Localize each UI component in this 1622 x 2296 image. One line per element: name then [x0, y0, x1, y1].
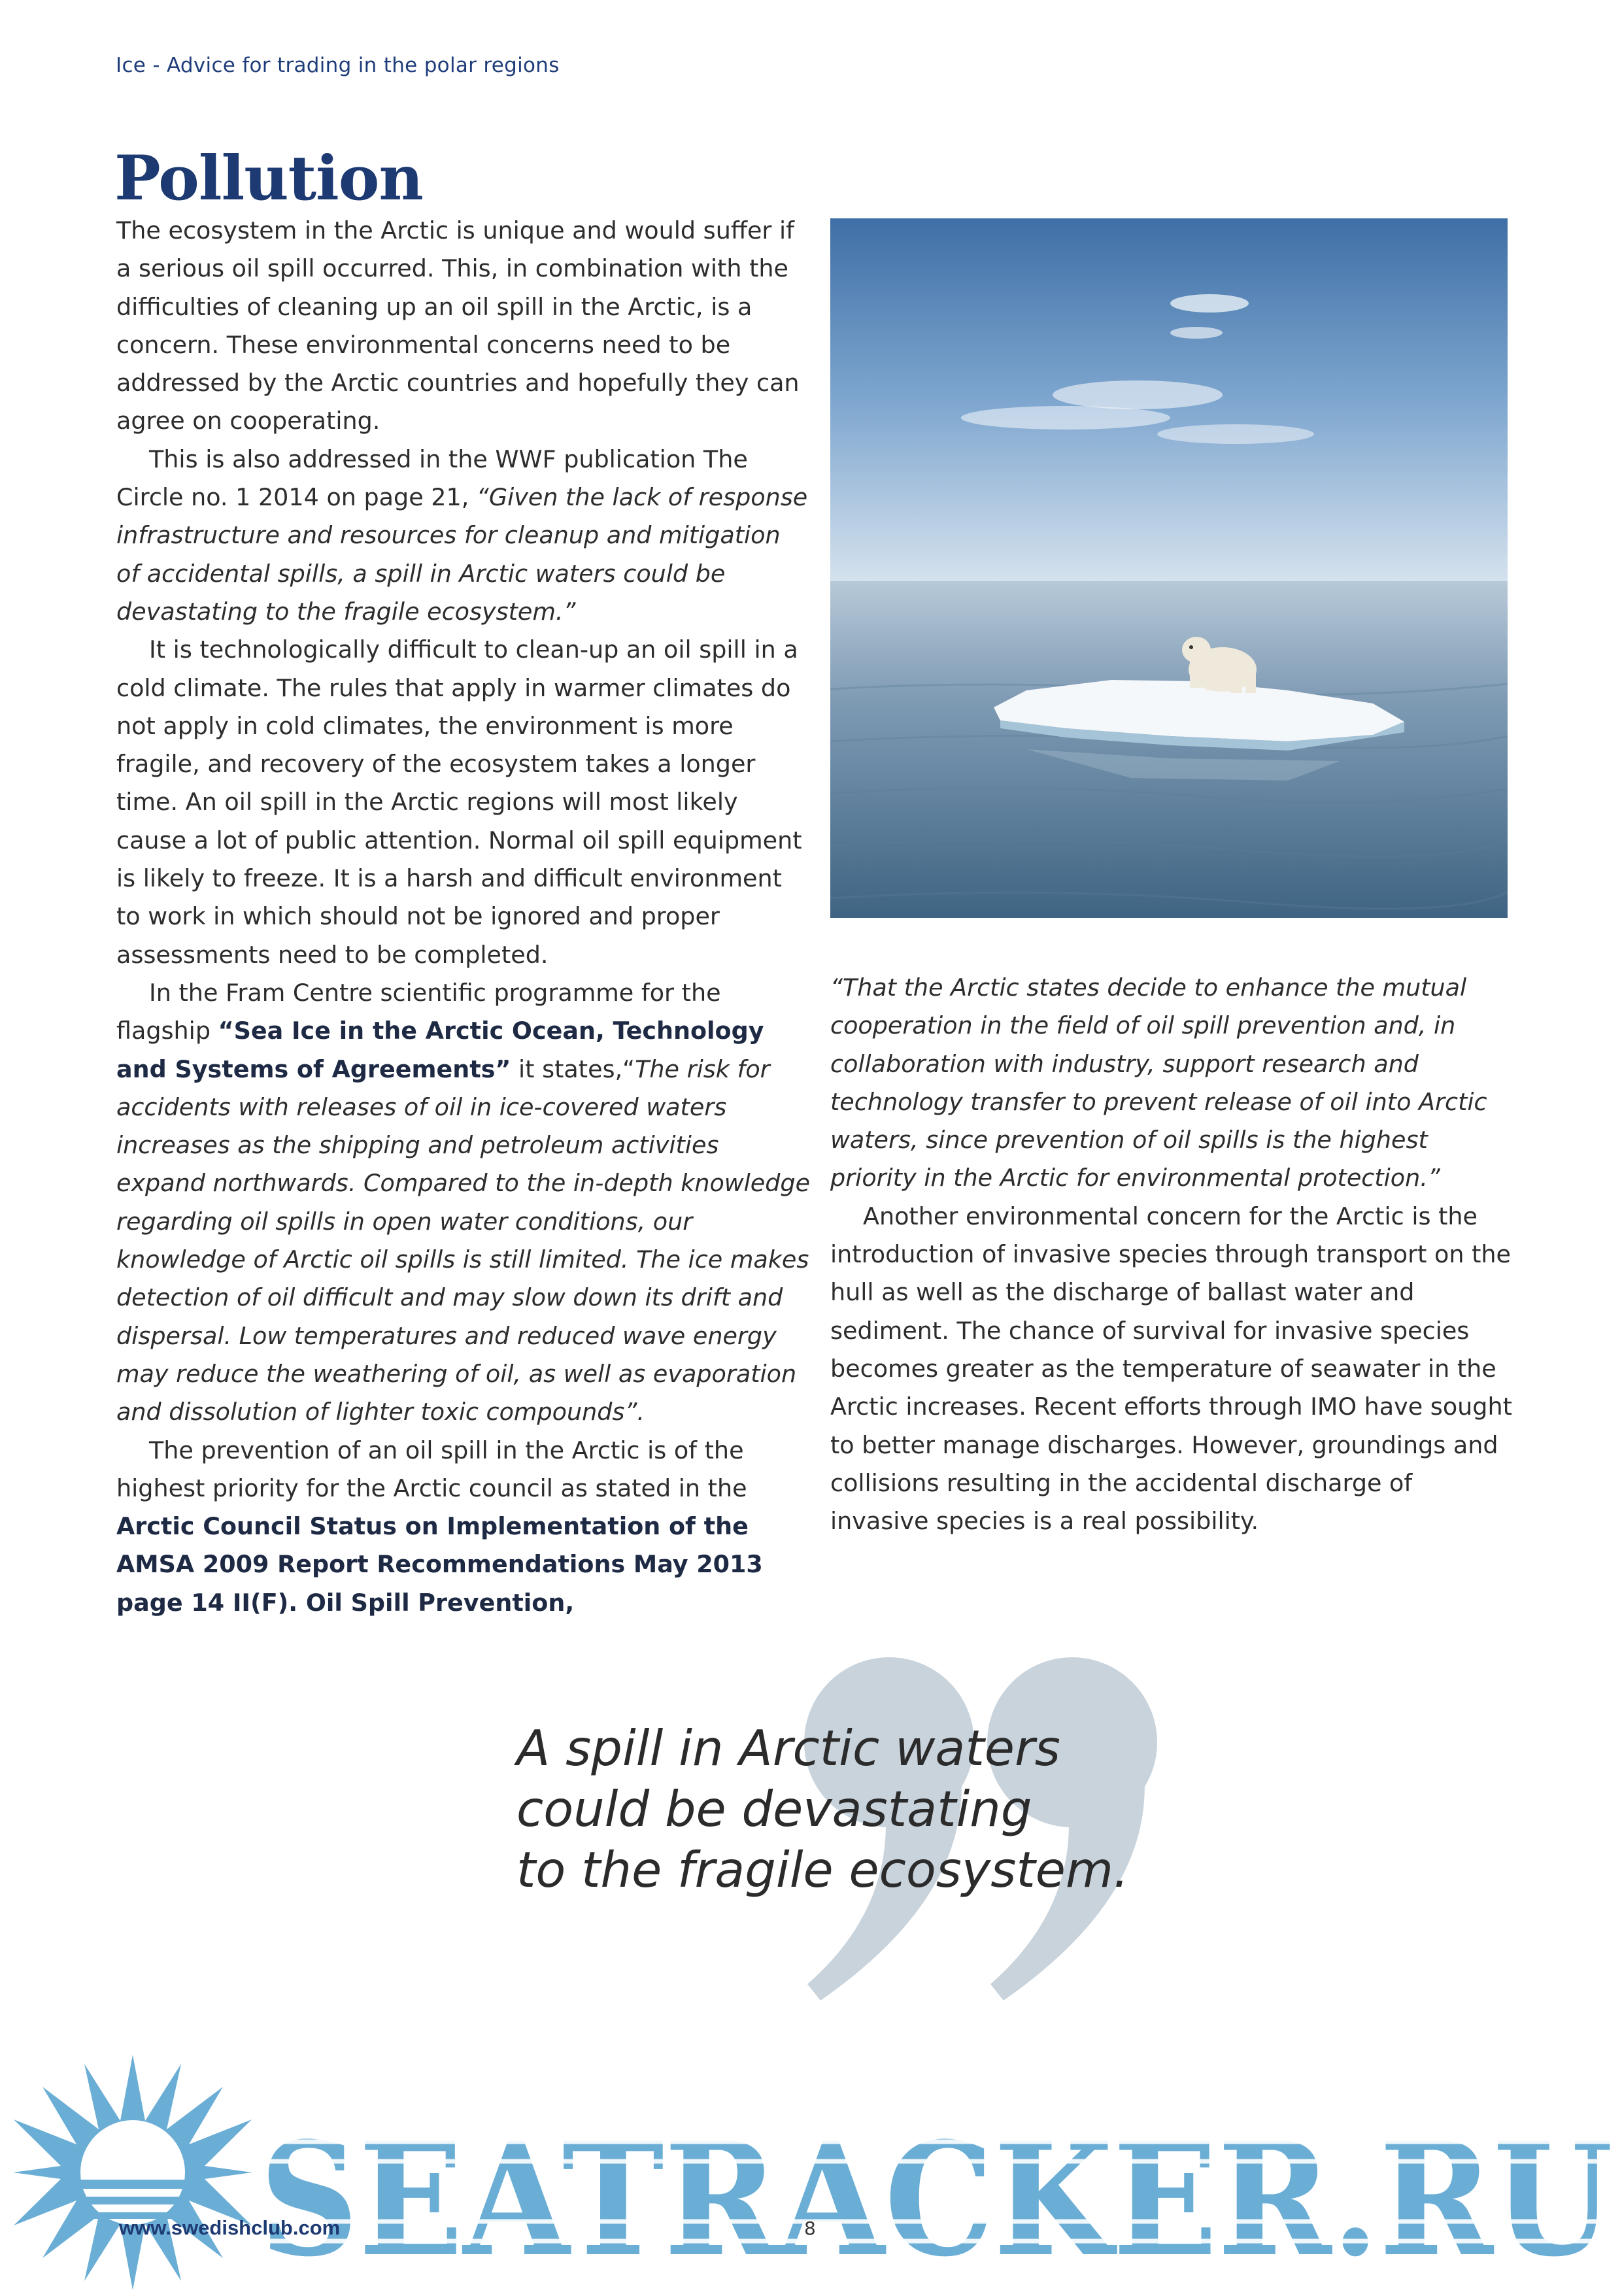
paragraph-prevention — [116, 1432, 811, 1622]
pull-quote-line-3: to the fragile ecosystem. — [516, 1841, 1129, 1899]
arctic-council-quote — [830, 969, 1517, 1198]
wwf-quote: “Given the lack of response infrastructure and resources for cleanup and mitigation of accidental spills, a spill in Arctic waters could be devastating to the fragile ecosystem.” — [116, 483, 808, 626]
pull-quote-line-2: could be devastating — [516, 1780, 1032, 1838]
fram-quote: The risk for accidents with releases of oil in ice-covered waters increases as the shipping and petroleum activities expand northwards. Compared to the in-depth knowledge regarding oil spills in open water conditions, our knowledge of Arctic oil spills is still limited. The ice makes detection of oil difficult and may slow down its drift and dispersal. Low temperatures and reduced wave energy may reduce the weathering of oil, as well as evaporation and dissolution of lighter toxic compounds”. — [116, 1055, 811, 1427]
fram-mid: it states,“ — [511, 1055, 635, 1083]
paragraph-cold-climate: It is technologically difficult to clean-up an oil spill in a cold climate. The rules that apply in warmer climates do not apply in cold climates, the environment is more fragile, and recovery of the ecosystem takes a longer time. An oil spill in the Arctic regions will most likely cause a lot of public attention. Normal oil spill equipment is likely to freeze. It is a harsh and difficult environment to work in which should not be ignored and proper assessments need to be completed. — [116, 635, 802, 969]
pull-quote-line-1: A spill in Arctic waters — [516, 1719, 1060, 1777]
website-link[interactable]: www.swedishclub.com — [119, 2216, 341, 2239]
amsa-report-title: Arctic Council Status on Implementation of the AMSA 2009 Report Recommendations May 2013 page 14 II(F). Oil Spill Prevention, — [116, 1512, 763, 1617]
running-header: Ice - Advice for trading in the polar regions — [116, 54, 560, 77]
paragraph-fram-centre — [116, 974, 811, 1432]
wwf-intro: This is also addressed in the WWF publication The Circle no. 1 2014 on page 21, — [116, 445, 748, 512]
paragraph-wwf — [116, 441, 811, 631]
left-column — [116, 212, 811, 1622]
page-number: 8 — [804, 2218, 816, 2239]
seatracker-watermark — [258, 2091, 1618, 2280]
fram-flagship-title: “Sea Ice in the Arctic Ocean, Technology and Systems of Agreements” — [116, 1017, 764, 1083]
right-column — [830, 969, 1517, 1540]
arctic-council-quote-text: “That the Arctic states decide to enhance the mutual cooperation in the field of oil spill prevention and, in collaboration with industry, support research and technology transfer to prevent release of oil into Arctic waters, since prevention of oil spills is the highest priority in the Arctic for environmental protection.” — [830, 973, 1487, 1192]
polar-bear-photo — [830, 218, 1508, 918]
paragraph-invasive-species: Another environmental concern for the Arctic is the introduction of invasive species through transport on the hull as well as the discharge of ballast water and sediment. The chance of survival for invasive species becomes greater as the temperature of seawater in the Arctic increases. Recent efforts through IMO have sought to better manage discharges. However, groundings and collisions resulting in the accidental discharge of invasive species is a real possibility. — [830, 1202, 1512, 1536]
pull-quote — [516, 1718, 1366, 1900]
page-title: Pollution — [114, 143, 423, 214]
prevention-intro: The prevention of an oil spill in the Arctic is of the highest priority for the Arctic council as stated in the — [116, 1436, 747, 1502]
paragraph-ecosystem: The ecosystem in the Arctic is unique and would suffer if a serious oil spill occurred. This, in combination with the difficulties of cleaning up an oil spill in the Arctic, is a concern. These environmental concerns need to be addressed by the Arctic countries and hopefully they can agree on cooperating. — [116, 216, 800, 435]
sun-logo-icon — [12, 2051, 254, 2293]
watermark-text: SEATRACKER.RU — [260, 2109, 1613, 2280]
fram-intro: In the Fram Centre scientific programme for the flagship — [116, 978, 721, 1045]
